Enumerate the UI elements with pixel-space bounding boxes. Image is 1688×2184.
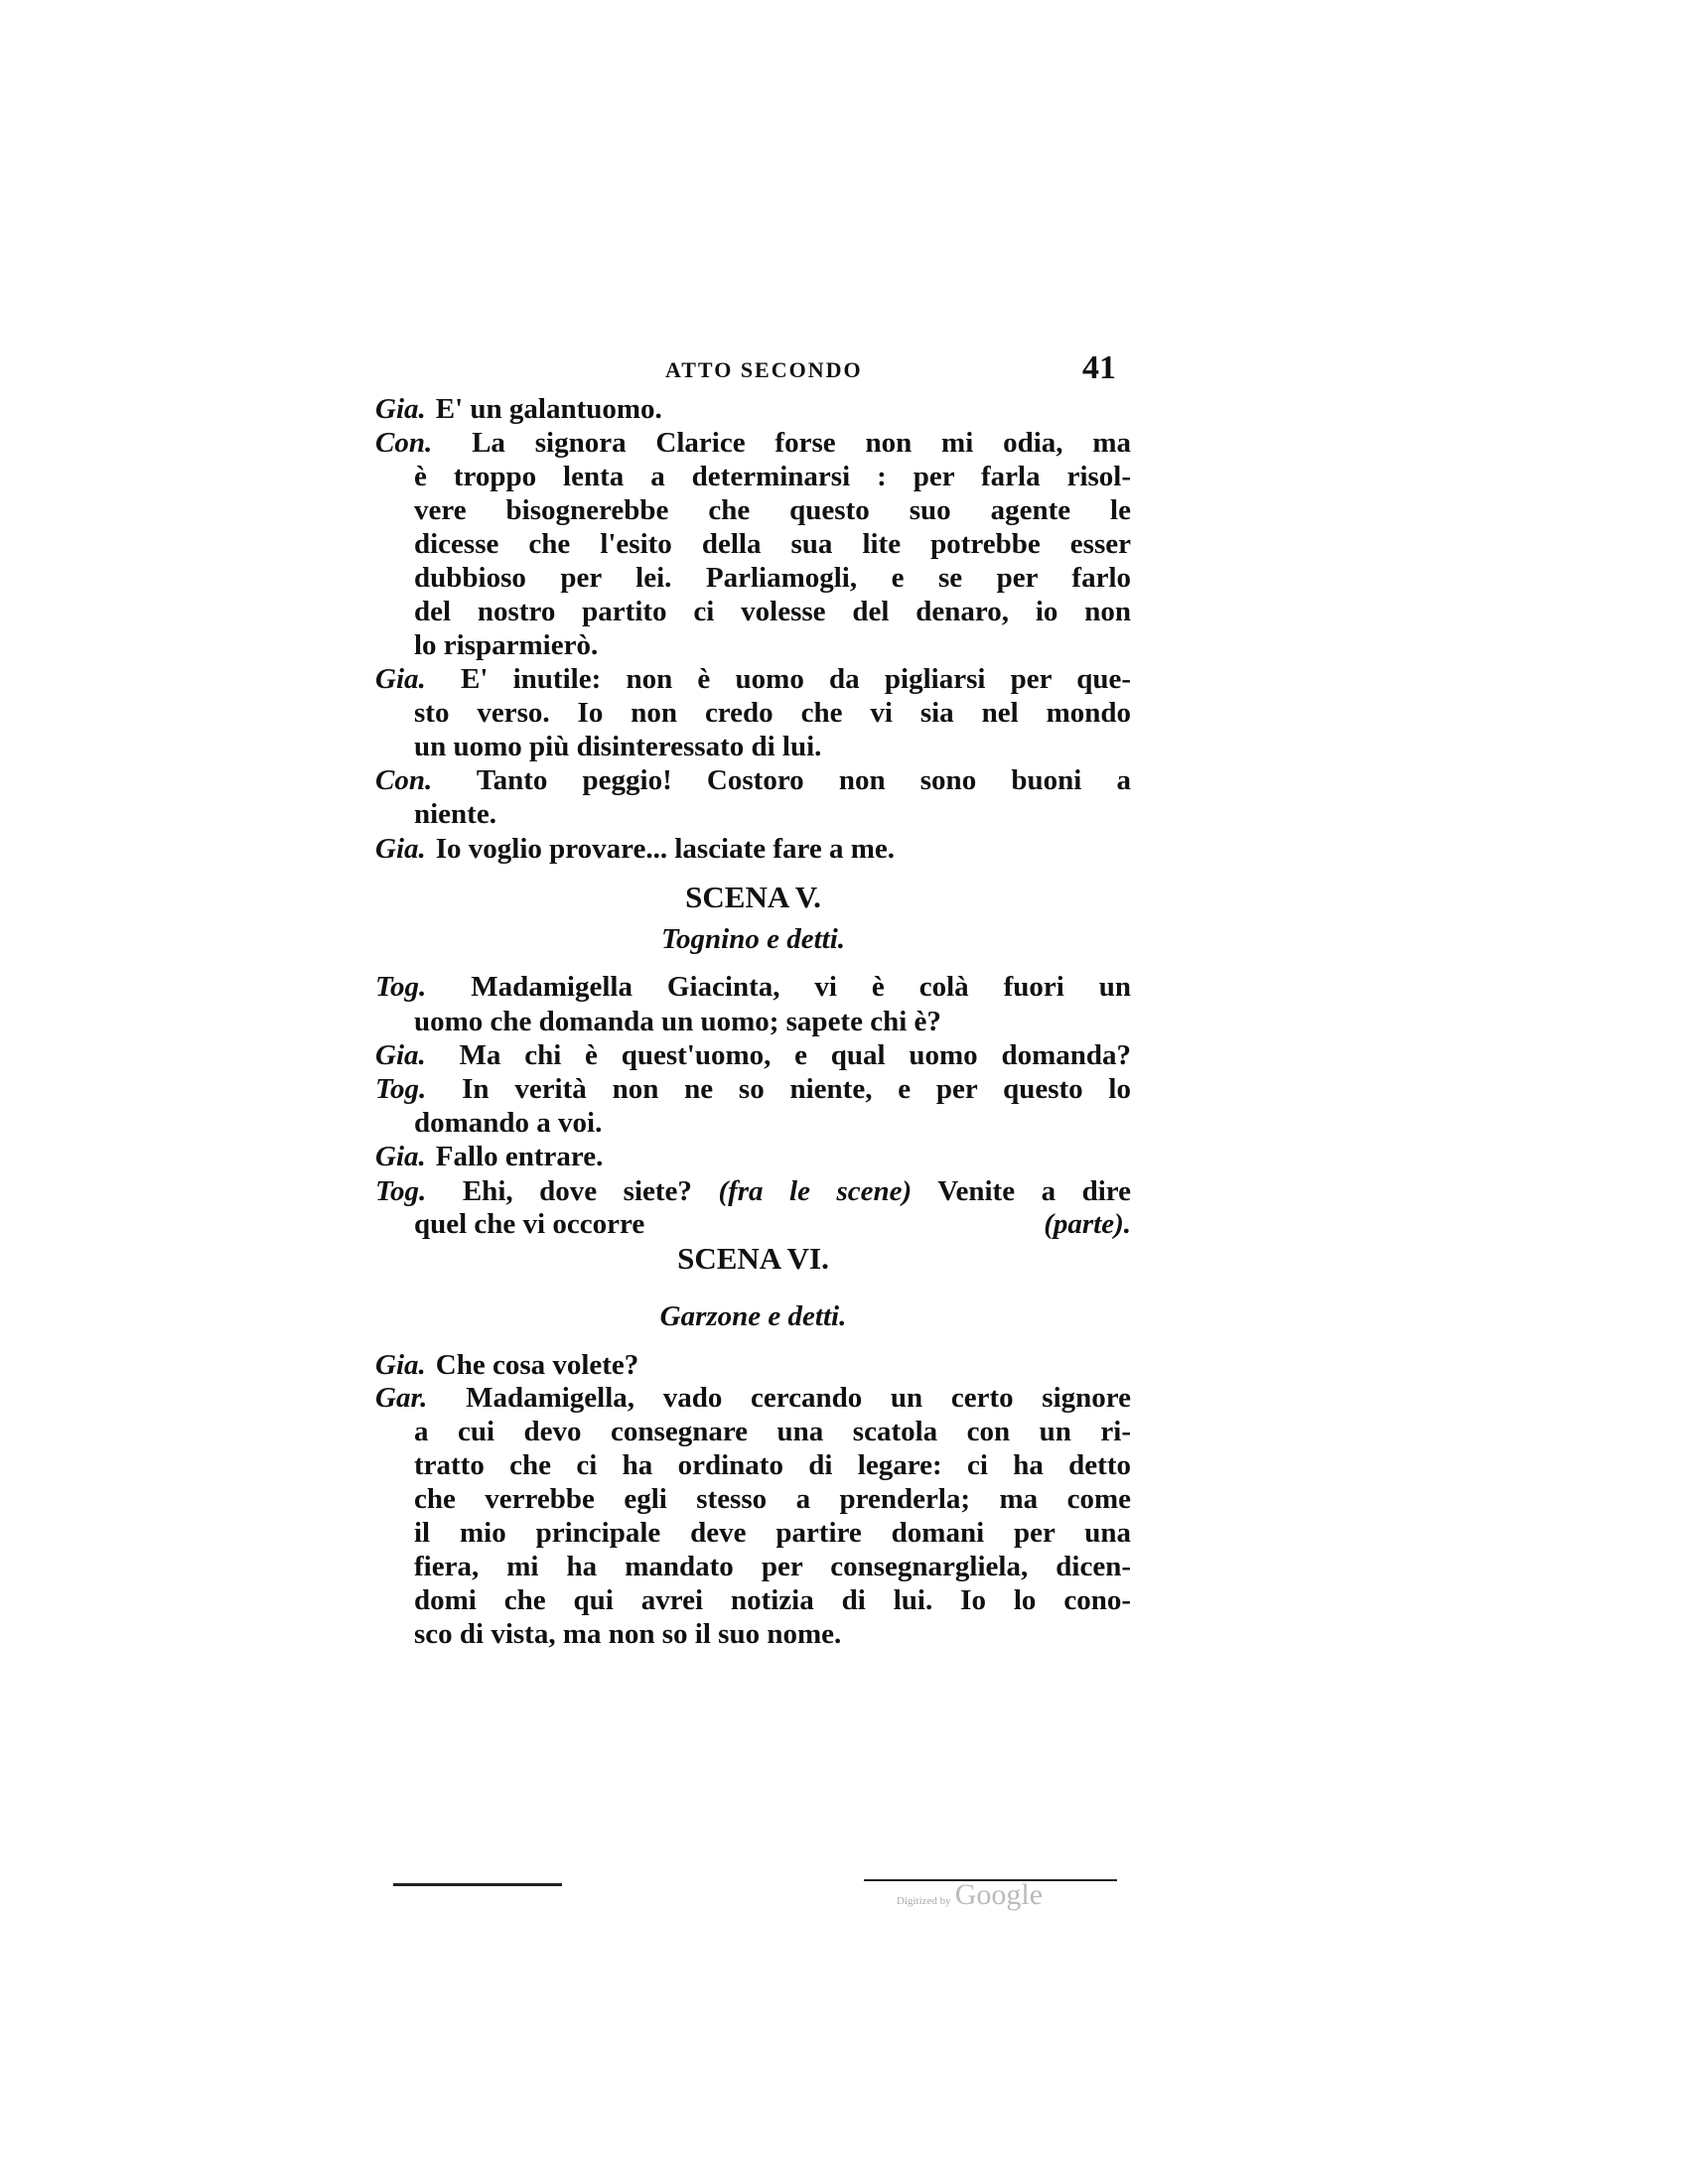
dialogue-line: domando a voi. [414,1107,603,1139]
dialogue-line: sto verso. Io non credo che vi sia nel mondo [414,697,1131,729]
dialogue-line [414,1207,1131,1241]
dialogue-line [375,662,1131,696]
line-text: Che cosa volete? [435,1349,639,1381]
line-text: E' un galantuomo. [435,393,662,425]
line-text: quel che vi occorre [414,1208,645,1240]
speaker: Tog. [375,1073,427,1105]
dialogue-line: domi che qui avrei notizia di lui. Io lo cono- [414,1584,1131,1616]
dialogue-line: tratto che ci ha ordinato di legare: ci ha detto [414,1449,1131,1481]
dialogue-line: a cui devo consegnare una scatola con un ri- [414,1416,1131,1447]
dialogue-line [375,1174,1131,1208]
scene-heading: SCENA VI. [677,1241,829,1276]
watermark-prefix: Digitized by [897,1895,951,1907]
dialogue-line [375,1140,1131,1173]
line-text: E' inutile: non è uomo da pigliarsi per que- [460,663,1131,695]
dialogue-line [375,1072,1131,1106]
speaker: Gia. [375,1039,426,1071]
speaker: Gia. [375,393,426,425]
stage-direction: (parte). [1044,1208,1131,1240]
dialogue-line [375,970,1131,1004]
dialogue-line: del nostro partito ci volesse del denaro, io non [414,596,1131,627]
dialogue-line [375,392,1131,426]
google-watermark [897,1878,1043,1912]
dialogue-line: un uomo più disinteressato di lui. [414,731,822,762]
scan-rule [393,1883,562,1886]
scene-characters: Garzone e detti. [659,1300,847,1332]
dialogue-line: dicesse che l'esito della sua lite potrebbe esser [414,528,1131,560]
dialogue-line [375,1348,1131,1382]
speaker: Gar. [375,1382,428,1414]
speaker: Tog. [375,971,427,1003]
dialogue-line [375,1038,1131,1072]
dialogue-line [375,832,1131,866]
dialogue-line: niente. [414,798,496,830]
dialogue-line [375,1381,1131,1415]
dialogue-line: dubbioso per lei. Parliamogli, e se per farlo [414,562,1131,594]
running-header-title: ATTO SECONDO [665,357,863,382]
line-text: Madamigella, vado cercando un certo signore [466,1382,1131,1414]
line-text: Fallo entrare. [435,1141,604,1172]
dialogue-line: è troppo lenta a determinarsi : per farla risol- [414,461,1131,492]
line-text: Io voglio provare... lasciate fare a me. [435,833,896,865]
line-text: Venite a dire [937,1175,1132,1207]
scene-characters: Tognino e detti. [660,923,846,955]
speaker: Con. [375,764,433,796]
dialogue-line: il mio principale deve partire domani per una [414,1517,1131,1549]
line-text: Ma chi è quest'uomo, e qual uomo domanda? [459,1039,1132,1071]
line-text: Madamigella Giacinta, vi è colà fuori un [471,971,1132,1003]
dialogue-line [375,763,1131,797]
dialogue-line: che verrebbe egli stesso a prenderla; ma come [414,1483,1131,1515]
dialogue-line: fiera, mi ha mandato per consegnargliela, dicen- [414,1551,1131,1582]
dialogue-line: lo risparmierò. [414,629,599,661]
dialogue-line: vere bisognerebbe che questo suo agente le [414,494,1131,526]
speaker: Tog. [375,1175,427,1207]
line-text: Ehi, dove siete? [462,1175,692,1207]
stage-direction: (fra le scene) [718,1175,913,1207]
dialogue-line: uomo che domanda un uomo; sapete chi è? [414,1006,941,1037]
speaker: Gia. [375,663,426,695]
line-text: Tanto peggio! Costoro non sono buoni a [476,764,1131,796]
line-text: La signora Clarice forse non mi odia, ma [472,427,1132,459]
dialogue-line: sco di vista, ma non so il suo nome. [414,1618,842,1650]
dialogue-line [375,426,1131,460]
speaker: Con. [375,427,433,459]
speaker: Gia. [375,1141,426,1172]
scene-heading: SCENA V. [685,880,821,914]
page-number: 41 [1082,349,1116,386]
watermark-brand: Google [954,1878,1044,1911]
speaker: Gia. [375,1349,426,1381]
line-text: In verità non ne so niente, e per questo lo [462,1073,1131,1105]
speaker: Gia. [375,833,426,865]
